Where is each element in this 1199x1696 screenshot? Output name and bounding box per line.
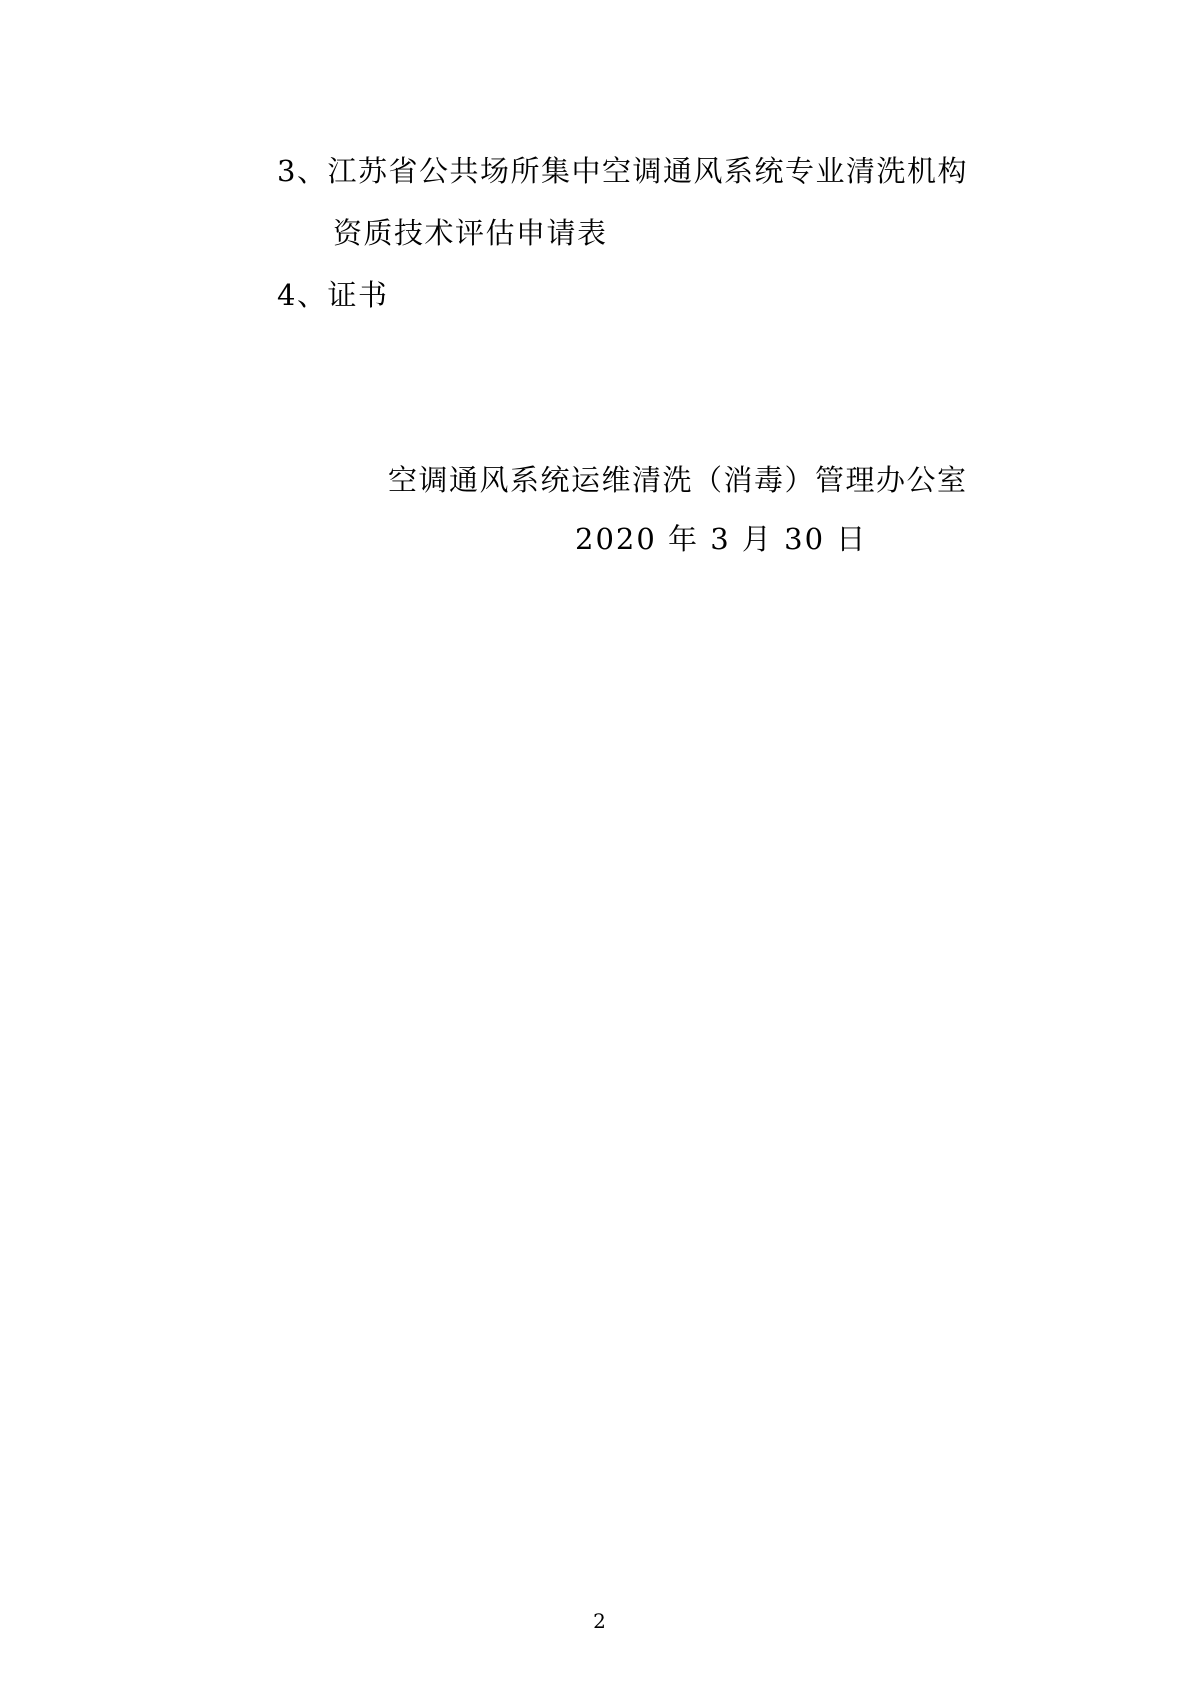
- document-body: [0, 140, 1199, 326]
- signature-block: [0, 450, 1199, 568]
- list-item-continuation: [0, 202, 1199, 264]
- list-item-4-line1: [0, 278, 388, 312]
- list-item: [0, 264, 1199, 326]
- list-item-4-number: 4、: [277, 278, 328, 312]
- page-number: 2: [593, 1609, 606, 1633]
- list-item-3-line2: 资质技术评估申请表: [333, 216, 608, 250]
- list-item: [0, 140, 1199, 202]
- list-item-3-text: 江苏省公共场所集中空调通风系统专业清洗机构: [327, 154, 968, 188]
- signature-office: 空调通风系统运维清洗（消毒）管理办公室: [388, 463, 968, 497]
- list-item-3-line1: [0, 154, 968, 188]
- list-item-3-number: 3、: [277, 154, 328, 188]
- signature-date: 2020 年 3 月 30 日: [575, 522, 868, 556]
- list-item-4-text: 证书: [327, 278, 389, 312]
